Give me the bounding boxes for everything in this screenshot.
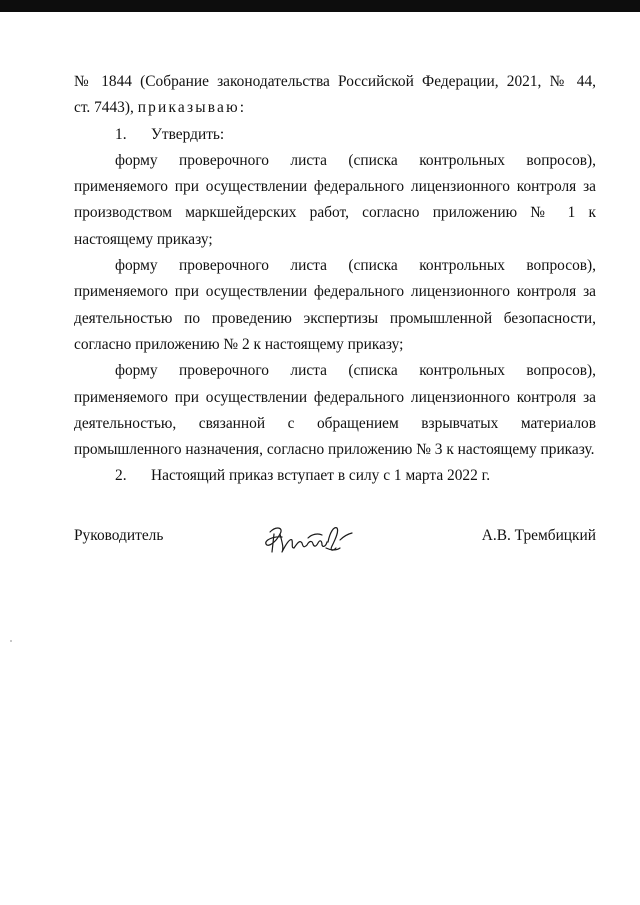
item-1-text: Утвердить: — [151, 125, 225, 143]
intro-citation: ст. 7443), — [74, 99, 134, 117]
signer-name: А.В. Трембицкий — [481, 527, 596, 544]
signer-title: Руководитель — [74, 527, 164, 544]
item-1 — [74, 122, 596, 148]
form-3-paragraph: форму проверочного листа (списка контрольных вопросов), применяемого при осуществлении федерального лицензионного контроля за деятельностью, связанной с обращением взрывчатых материалов промышленного назначения, согласно приложению № 3 к настоящему приказу. — [74, 362, 596, 459]
intro-text: № 1844 (Собрание законодательства Российской Федерации, 2021, № 44, — [74, 73, 596, 90]
scan-top-edge — [0, 0, 640, 12]
form-2-paragraph: форму проверочного листа (списка контрольных вопросов), применяемого при осуществлении федерального лицензионного контроля за деятельностью по проведению экспертизы промышленной безопасности, согласно приложению № 2 к настоящему приказу; — [74, 257, 596, 353]
item-2 — [74, 463, 596, 489]
item-1-number: 1. — [115, 125, 127, 143]
item-2-text: Настоящий приказ вступает в силу с 1 марта 2022 г. — [151, 467, 491, 485]
item-2-number: 2. — [115, 467, 127, 485]
form-1-paragraph: форму проверочного листа (списка контрольных вопросов), применяемого при осуществлении федерального лицензионного контроля за производством маркшейдерских работ, согласно приложению № 1 к настоящему приказу; — [74, 151, 596, 248]
document-body — [74, 69, 596, 490]
scan-speck — [10, 640, 12, 642]
intro-line-2 — [74, 95, 596, 121]
signature-row — [74, 518, 596, 558]
handwritten-signature-icon — [260, 518, 360, 560]
intro-line-1 — [74, 69, 596, 95]
order-word: приказываю: — [137, 99, 247, 117]
